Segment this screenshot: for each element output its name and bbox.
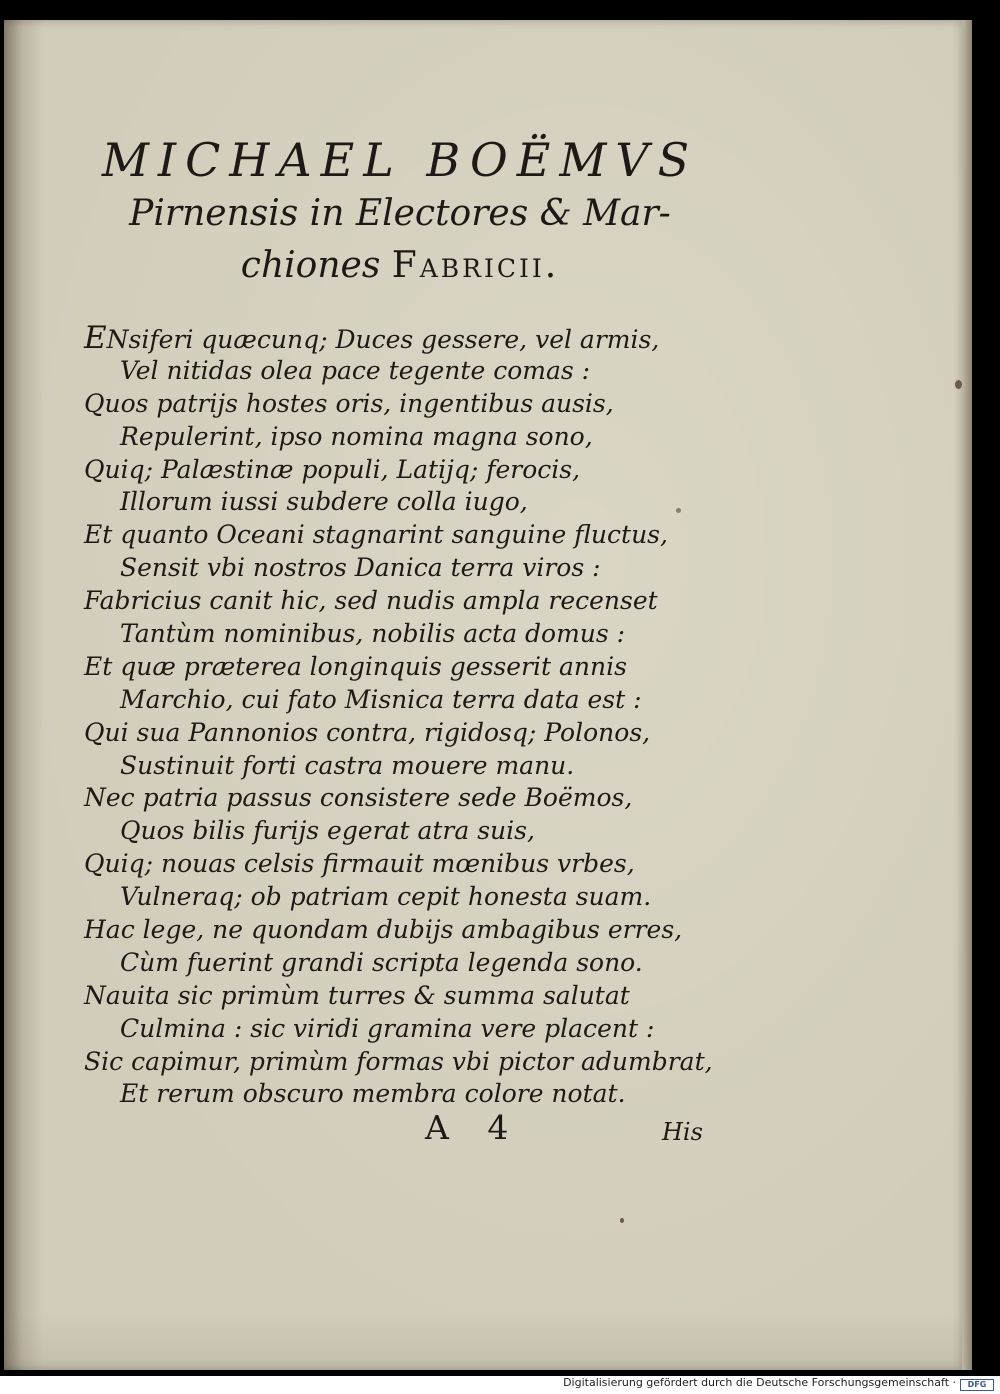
funding-credit: Digitalisierung gefördert durch die Deutsche Forschungsgemeinschaft · — [563, 1376, 956, 1389]
paper-speck — [620, 1218, 624, 1223]
verse-line: Et quanto Oceani stagnarint sanguine fluctus, — [84, 520, 668, 550]
verse-line: Vel nitidas olea pace tegente comas : — [120, 355, 591, 385]
verse-line: Vulneraq; ob patriam cepit honesta suam. — [120, 882, 652, 912]
verse-line: Illorum iussi subdere colla iugo, — [120, 487, 528, 517]
credit-bar — [0, 1376, 1000, 1394]
verse-line: Quiq; Palæstinæ populi, Latijq; ferocis, — [84, 454, 581, 484]
catchword: His — [662, 1118, 703, 1146]
verse-line: Et rerum obscuro membra colore notat. — [120, 1079, 626, 1109]
paper-speck — [955, 380, 962, 389]
signature-mark: A 4 — [425, 1108, 523, 1147]
heading-block — [80, 132, 720, 292]
dfg-logo: DFG — [960, 1379, 994, 1391]
heading-subtitle-prefix: chiones — [240, 245, 392, 286]
verse-line: Culmina : sic viridi gramina vere placent : — [120, 1013, 655, 1043]
verse-line: Nauita sic primùm turres & summa salutat — [84, 980, 630, 1010]
verse-line: Cùm fuerint grandi scripta legenda sono. — [120, 947, 643, 977]
paper-speck — [676, 508, 681, 513]
verse-line: Sic capimur, primùm formas vbi pictor adumbrat, — [84, 1046, 713, 1076]
heading-name: Fabricii. — [391, 245, 560, 286]
verse-line: Quos bilis furijs egerat atra suis, — [120, 816, 535, 846]
verse-line: Hac lege, ne quondam dubijs ambagibus erres, — [84, 915, 683, 945]
verse-line: Et quæ præterea longinquis gesserit annis — [84, 651, 627, 681]
verse-line: Marchio, cui fato Misnica terra data est : — [120, 684, 642, 714]
verse-line: Sensit vbi nostros Danica terra viros : — [120, 553, 601, 583]
verse-line: Nec patria passus consistere sede Boëmos, — [84, 783, 633, 813]
verse-line: Quos patrijs hostes oris, ingentibus ausis, — [84, 388, 614, 418]
verse-line: Tantùm nominibus, nobilis acta domus : — [120, 619, 626, 649]
book-page — [4, 20, 968, 1370]
verse-line: Sustinuit forti castra mouere manu. — [120, 750, 575, 780]
verse-line: Repulerint, ipso nomina magna sono, — [120, 421, 593, 451]
verse-line: Quiq; nouas celsis firmauit mœnibus vrbes, — [84, 849, 635, 879]
heading-subtitle-continued — [80, 240, 720, 292]
verse-line: Fabricius canit hic, sed nudis ampla recenset — [84, 586, 658, 616]
page-edge — [962, 20, 972, 1370]
heading-author: MICHAEL BOËMVS — [101, 133, 699, 187]
verse-line: Qui sua Pannonios contra, rigidosq; Polonos, — [84, 717, 651, 747]
heading-subtitle: Pirnensis in Electores & Mar- — [129, 193, 671, 234]
poem — [84, 322, 724, 1111]
verse-line: ENsiferi quæcunq; Duces gessere, vel armis, — [84, 320, 660, 356]
